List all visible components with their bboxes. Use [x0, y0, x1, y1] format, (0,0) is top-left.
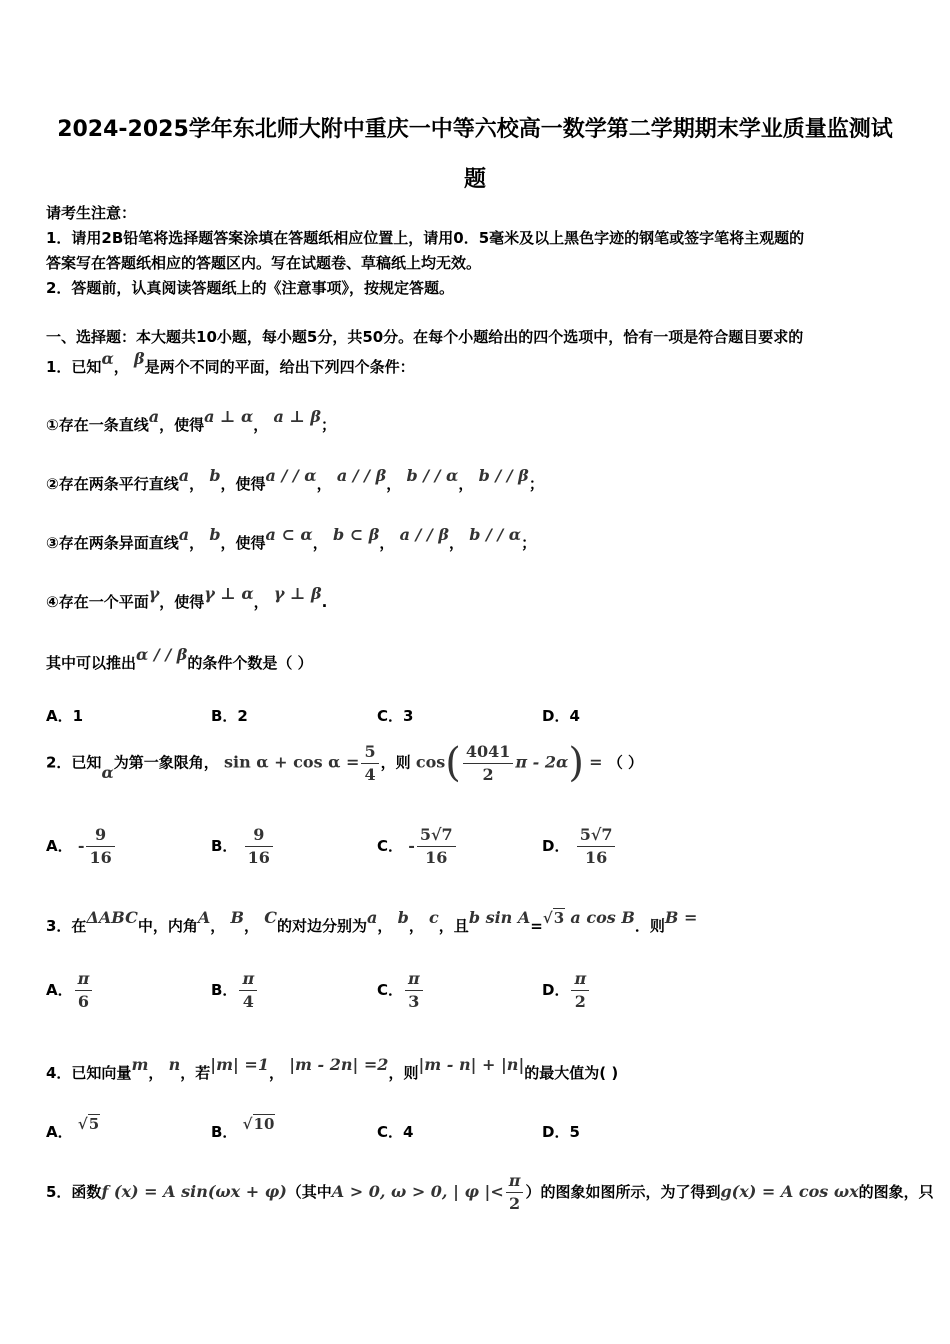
q3-mid3: ，且 [438, 917, 469, 935]
q2-answer-paren: （ ） [607, 753, 644, 772]
q4-option-b-label: B． [211, 1123, 238, 1141]
q4-option-b[interactable] [211, 1115, 275, 1142]
q2-stem: 2．已知α为第一象限角， sin α + cos α = $\frac{5}{4}$ ，则 cos( $\frac{4041}{2}$ π - 2α) = （ ） [46, 740, 644, 786]
q2-option-c[interactable] [377, 824, 458, 869]
q3-prefix: 3．在 [46, 917, 87, 935]
c3-expr-3: a / / β [399, 525, 449, 544]
q5-prefix: 5．函数 [46, 1183, 102, 1201]
q3-stem: 3．在ΔABC中，内角A， B， C的对边分别为a， b， c，且b sin A=√3 a cos B．则B = [46, 908, 698, 935]
q4-expr3: |m - n| + |n| [418, 1055, 525, 1074]
q3-option-a[interactable] [46, 968, 94, 1013]
q2-eq: = [589, 752, 603, 772]
q3-expr2: a cos B [570, 908, 635, 927]
q3-option-a-label: A． [46, 981, 73, 999]
q1-option-a[interactable]: A．1 [46, 707, 84, 725]
q2-a-den: 16 [89, 848, 112, 867]
c1-label: ①存在一条直线 [46, 416, 149, 434]
c2-expr-2: a / / β [336, 466, 387, 485]
q2-option-b-label: B． [211, 837, 238, 855]
q3-option-c-label: C． [377, 981, 404, 999]
q2-option-a-frac [86, 824, 114, 869]
q2-b-den: 16 [247, 848, 270, 867]
q4-option-a[interactable] [46, 1115, 100, 1142]
q1-option-b[interactable]: B．2 [211, 707, 248, 725]
c2-expr-4: b / / β [478, 466, 529, 485]
q2-option-a-label: A． [46, 837, 73, 855]
q2-option-b-frac [245, 824, 273, 869]
c3-expr-4: b / / α [469, 525, 522, 544]
doc-title-line2: 题 [463, 167, 486, 192]
q2-option-c-label: C． [377, 837, 404, 855]
q3-option-d-frac [571, 968, 589, 1013]
q3-mid4: ．则 [634, 917, 665, 935]
q3-eq: = [530, 917, 543, 935]
q2-option-a[interactable] [46, 824, 117, 869]
q4-vector-n: n [168, 1055, 181, 1074]
c3-expr-2: b ⊂ β [332, 525, 380, 544]
q4-option-c[interactable]: C．4 [377, 1123, 414, 1141]
q4-option-b-sqrt: √10 [242, 1115, 275, 1133]
q2-frac2 [463, 741, 514, 786]
q3-a-den: 6 [75, 990, 93, 1013]
q3-option-d-label: D． [542, 981, 570, 999]
q5-expr2: g(x) = A cos ωx [720, 1182, 859, 1201]
q3-angle-c: C [264, 908, 277, 927]
c2-line-a: a [178, 466, 190, 485]
q1-option-d[interactable]: D．4 [542, 707, 580, 725]
q1-condition-4: ④存在一个平面γ，使得γ ⊥ α， γ ⊥ β. [46, 584, 328, 611]
q4-expr1: |m| =1 [210, 1055, 269, 1074]
c3-line-b: b [209, 525, 221, 544]
q2-d-num: 5√7 [577, 824, 616, 847]
c1-expr-2: a ⊥ β [273, 407, 322, 426]
q4-vector-m: m [131, 1055, 149, 1074]
c4-plane-gamma: γ [148, 584, 160, 603]
q5-mid2: ）的图象如图所示，为了得到 [525, 1183, 721, 1201]
c2-mid: ，使得 [220, 475, 266, 493]
q2-c-num: 5√7 [417, 824, 456, 847]
q5-condition: A > 0, ω > 0, | φ |< [331, 1182, 504, 1201]
q1-ask-prefix: 其中可以推出 [46, 654, 137, 672]
q1-ask-suffix: 的条件个数是（ ） [187, 654, 313, 672]
q4-prefix: 4．已知向量 [46, 1064, 132, 1082]
q2-expr2: π - 2α [515, 752, 569, 772]
q1-beta: β [134, 349, 145, 368]
q3-expr1: b sin A [468, 908, 531, 927]
c4-label: ④存在一个平面 [46, 593, 149, 611]
q3-triangle: ΔABC [86, 908, 138, 927]
q4-mid2: ，则 [388, 1064, 419, 1082]
c1-mid: ，使得 [159, 416, 205, 434]
q1-stem [46, 349, 415, 377]
q1-ask-expr: α / / β [136, 645, 188, 664]
c1-line-a: a [148, 407, 160, 426]
c3-mid: ，使得 [220, 534, 266, 552]
c2-line-b: b [209, 466, 221, 485]
q2-option-d-label: D． [542, 837, 570, 855]
q3-mid2: 的对边分别为 [277, 917, 368, 935]
q2-option-c-frac [417, 824, 456, 869]
q3-option-a-frac [75, 968, 93, 1013]
q2-expr1: sin α + cos α = [224, 752, 360, 772]
q2-mid1: 为第一象限角， [113, 753, 219, 772]
q2-prefix: 2．已知 [46, 753, 102, 772]
notice-heading: 请考生注意： [46, 204, 137, 222]
q3-a-num: π [77, 969, 90, 988]
q5-suffix: 的图象，只 [858, 1183, 934, 1201]
q4-option-b-radicand: 10 [253, 1115, 275, 1133]
q2-frac2-num: 4041 [463, 741, 514, 764]
q5-expr1: f (x) = A sin(ωx + φ) [101, 1182, 287, 1201]
q1-ask [46, 645, 313, 673]
q1-stem-suffix: 是两个不同的平面，给出下列四个条件： [144, 358, 415, 376]
q3-option-b-label: B． [211, 981, 238, 999]
q3-side-c: c [429, 908, 439, 927]
section-heading: 一、选择题：本大题共10小题，每小题5分，共50分。在每个小题给出的四个选项中，恰有一项是符合题目要求的 [46, 328, 804, 346]
q3-option-d[interactable] [542, 968, 591, 1013]
notice-item2: 2．答题前，认真阅读答题纸上的《注意事项》，按规定答题。 [46, 279, 454, 297]
q2-cos: cos [415, 752, 446, 772]
notice-item1-line1: 1．请用2B铅笔将选择题答案涂填在答题纸相应位置上，请用0．5毫米及以上黑色字迹的钢笔或签字笔将主观题的 [46, 229, 805, 247]
q3-side-a: a [367, 908, 378, 927]
q3-b-num: π [242, 969, 255, 988]
c1-expr-1: a ⊥ α [204, 407, 254, 426]
q3-option-b-frac [239, 968, 257, 1013]
q2-mid2: ，则 [380, 753, 411, 772]
q2-c-den: 16 [425, 848, 448, 867]
q3-option-c[interactable] [377, 968, 425, 1013]
q3-mid1: 中，内角 [137, 917, 198, 935]
q3-b-den: 4 [239, 990, 257, 1013]
c4-expr-2: γ ⊥ β [273, 584, 322, 603]
q3-expr3: B = [664, 908, 698, 927]
q2-option-d[interactable] [542, 824, 617, 869]
q2-frac1-num: 5 [361, 741, 378, 764]
c2-expr-1: a / / α [265, 466, 317, 485]
q4-option-a-radicand: 5 [88, 1115, 100, 1133]
q2-frac2-den: 2 [482, 764, 494, 784]
q2-option-b[interactable] [211, 824, 275, 869]
q4-option-a-label: A． [46, 1123, 73, 1141]
notice-item1-line2: 答案写在答题纸相应的答题区内。写在试题卷、草稿纸上均无效。 [46, 254, 482, 272]
q2-option-a-sign: - [77, 836, 85, 855]
q5-frac-den: 2 [509, 1194, 521, 1213]
q3-angle-a: A [197, 908, 211, 927]
q3-sqrt3: √3 [542, 909, 565, 927]
q2-frac1 [361, 741, 378, 786]
q3-c-den: 3 [405, 990, 423, 1013]
q2-frac1-den: 4 [364, 764, 376, 784]
c3-line-a: a [178, 525, 190, 544]
q1-condition-3: ③存在两条异面直线a， b，使得a ⊂ α， b ⊂ β， a / / β， b / / α； [46, 525, 537, 552]
q4-suffix: 的最大值为( ) [524, 1064, 619, 1082]
doc-title-line1: 2024-2025学年东北师大附中重庆一中等六校高一数学第二学期期末学业质量监测试 [57, 117, 893, 142]
q3-option-b[interactable] [211, 968, 259, 1013]
c2-expr-3: b / / α [406, 466, 459, 485]
q3-d-num: π [574, 969, 587, 988]
q3-sqrt3-radicand: 3 [553, 909, 565, 927]
q3-angle-b: B [230, 908, 245, 927]
q2-a-num: 9 [86, 824, 114, 847]
q1-alpha: α [101, 349, 114, 368]
q5-frac-num: π [506, 1170, 524, 1193]
q2-b-num: 9 [245, 824, 273, 847]
c4-expr-1: γ ⊥ α [204, 584, 254, 603]
q4-option-a-sqrt: √5 [77, 1115, 100, 1133]
q4-stem: 4．已知向量m， n，若|m| =1， |m - 2n| =2，则|m - n| + |n|的最大值为( ) [46, 1055, 619, 1082]
q1-sep: ， [113, 358, 129, 376]
q2-d-den: 16 [584, 848, 608, 867]
q3-c-num: π [408, 969, 420, 988]
q5-mid1: （其中 [286, 1183, 332, 1201]
q5-stem [46, 1170, 934, 1215]
q3-side-b: b [397, 908, 409, 927]
c2-label: ②存在两条平行直线 [46, 475, 179, 493]
q2-option-d-frac [577, 824, 616, 869]
q5-frac [506, 1170, 524, 1215]
c3-expr-1: a ⊂ α [265, 525, 313, 544]
q1-stem-prefix: 1．已知 [46, 358, 102, 376]
c3-label: ③存在两条异面直线 [46, 534, 179, 552]
q4-option-d[interactable]: D．5 [542, 1123, 580, 1141]
q4-expr2: |m - 2n| =2 [289, 1055, 389, 1074]
q3-d-den: 2 [571, 990, 589, 1013]
c4-mid: ，使得 [159, 593, 205, 611]
q2-alpha: α [101, 762, 114, 782]
q1-condition-1: ①存在一条直线a，使得a ⊥ α， a ⊥ β； [46, 407, 337, 434]
q1-option-c[interactable]: C．3 [377, 707, 414, 725]
q4-mid1: ，若 [180, 1064, 211, 1082]
q3-option-c-frac [405, 968, 423, 1013]
q1-condition-2: ②存在两条平行直线a， b，使得a / / α， a / / β， b / / α， b / / β； [46, 466, 544, 493]
q2-option-c-sign: - [408, 836, 415, 855]
